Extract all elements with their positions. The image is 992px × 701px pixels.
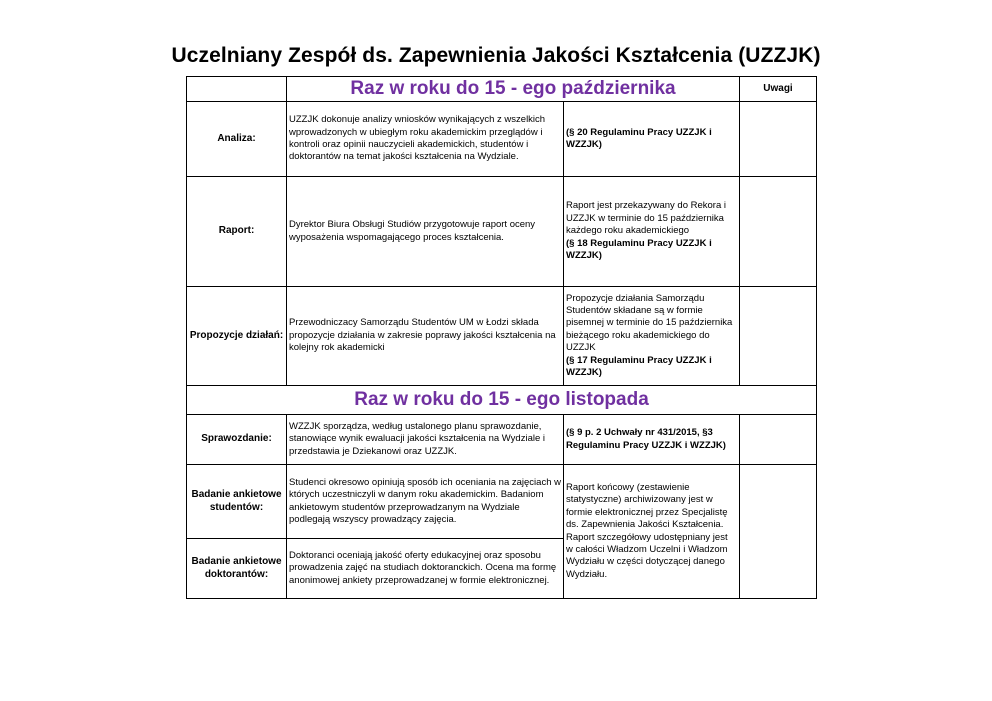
section-heading-november: Raz w roku do 15 - ego listopada xyxy=(187,386,817,415)
page-title: Uczelniany Zespół ds. Zapewnienia Jakości Kształcenia (UZZJK) xyxy=(171,44,821,67)
row-ref-propozycje: Propozycje działania Samorządu Studentów składane są w formie pisemnej w terminie do 15 października bieżącego roku akademickiego do UZZJK (§ 17 Regulaminu Pracy UZZJK i WZZJK) xyxy=(564,287,740,386)
row-desc-propozycje: Przewodniczacy Samorządu Studentów UM w Łodzi składa propozycje działania w zakresie poprawy jakości kształcenia na kolejny rok akademicki xyxy=(287,287,564,386)
row-desc-badanie-doktorantow: Doktoranci oceniają jakość oferty edukacyjnej oraz sposobu prowadzenia zajęć na studiach doktoranckich. Ocena ma formę anonimowej ankiety przeprowadzanej w formie elektronicznej. xyxy=(287,539,564,599)
row-ref-sprawozdanie: (§ 9 p. 2 Uchwały nr 431/2015, §3 Regulaminu Pracy UZZJK i WZZJK) xyxy=(564,415,740,465)
row-label-badanie-doktorantow: Badanie ankietowe doktorantów: xyxy=(187,539,287,599)
row-label-propozycje: Propozycje działań: xyxy=(187,287,287,386)
uwagi-header: Uwagi xyxy=(740,77,817,102)
row-desc-analiza: UZZJK dokonuje analizy wniosków wynikających z wszelkich wprowadzonych w ubiegłym roku akademickim przeglądów i kontroli oraz opinii nauczycieli akademickich, studentów i doktorantów na temat jakości kształcenia na Wydziale. xyxy=(287,102,564,177)
row-label-badanie-studentow: Badanie ankietowe studentów: xyxy=(187,465,287,539)
row-notes-badanie xyxy=(740,465,817,599)
row-ref-badanie-shared: Raport końcowy (zestawienie statystyczne) archiwizowany jest w formie elektronicznej przez Specjalistę ds. Zapewnienia Jakości Kształcenia. Raport szczegółowy udostępniany jest w całości Władzom Uczelni i Władzom Wydziału w części dotyczącej danego Wydziału. xyxy=(564,465,740,599)
row-notes-propozycje xyxy=(740,287,817,386)
header-empty-cell xyxy=(187,77,287,102)
row-notes-analiza xyxy=(740,102,817,177)
row-label-analiza: Analiza: xyxy=(187,102,287,177)
row-notes-sprawozdanie xyxy=(740,415,817,465)
row-ref-raport: Raport jest przekazywany do Rekora i UZZJK w terminie do 15 października każdego roku akademickiego (§ 18 Regulaminu Pracy UZZJK i WZZJK) xyxy=(564,177,740,287)
row-ref-analiza: (§ 20 Regulaminu Pracy UZZJK i WZZJK) xyxy=(564,102,740,177)
section-heading-october: Raz w roku do 15 - ego października xyxy=(287,77,740,102)
row-desc-badanie-studentow: Studenci okresowo opiniują sposób ich oceniania na zajęciach w których uczestniczyli w danym roku akademickim. Badaniom ankietowym studentów przeprowadzanym na Wydziale podlegają wszyscy prowadzący zajęcia. xyxy=(287,465,564,539)
schedule-table xyxy=(186,76,817,599)
row-notes-raport xyxy=(740,177,817,287)
row-desc-raport: Dyrektor Biura Obsługi Studiów przygotowuje raport oceny wyposażenia wspomagającego proces kształcenia. xyxy=(287,177,564,287)
row-desc-sprawozdanie: WZZJK sporządza, według ustalonego planu sprawozdanie, stanowiące wynik ewaluacji jakości kształcenia na Wydziale i przedstawia je Dziekanowi oraz UZZJK. xyxy=(287,415,564,465)
row-label-raport: Raport: xyxy=(187,177,287,287)
row-label-sprawozdanie: Sprawozdanie: xyxy=(187,415,287,465)
